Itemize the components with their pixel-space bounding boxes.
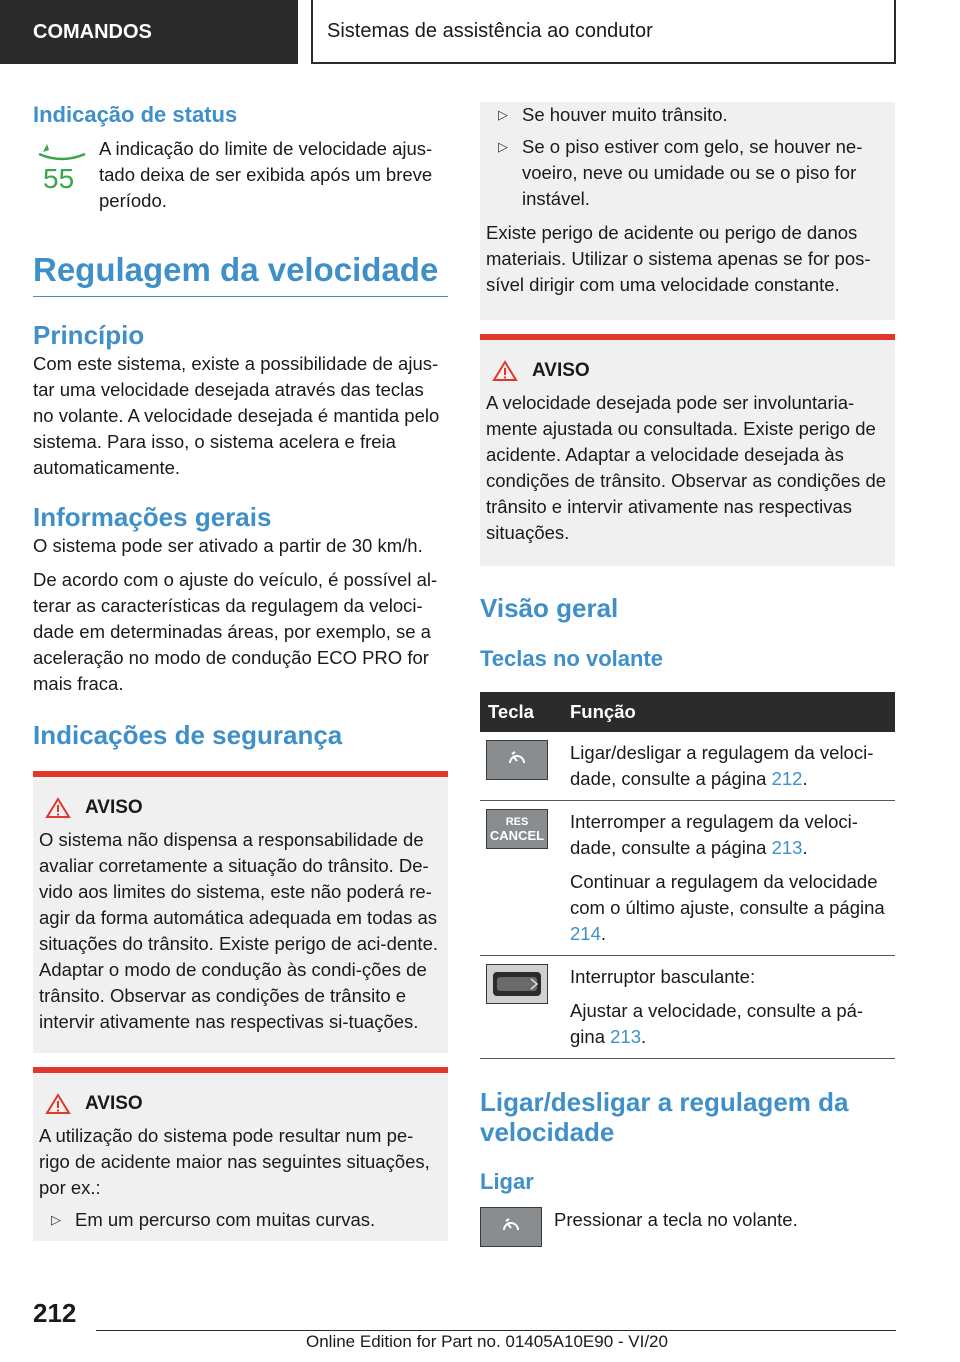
status-block <box>33 136 448 214</box>
bullet-text: Em um percurso com muitas curvas. <box>75 1209 376 1230</box>
title-rule <box>33 296 448 297</box>
rocker-switch-icon <box>486 964 548 1004</box>
row-text: Interromper a regulagem da veloci-dade, consulte a página <box>570 811 858 858</box>
warning-triangle-icon <box>45 1093 71 1115</box>
warning-box-2 <box>33 1067 448 1241</box>
general-heading: Informações gerais <box>33 502 272 532</box>
bullet-triangle-icon: ▷ <box>51 1212 61 1227</box>
overview-heading: Visão geral <box>480 593 619 623</box>
page-link-214[interactable]: 214 <box>570 923 601 944</box>
warning-2-title-row <box>39 1091 440 1117</box>
status-text: A indicação do limite de velocidade ajus-tado deixa de ser exibida após um breve período. <box>99 138 433 211</box>
row-text-2: Ajustar a velocidade, consulte a pá-gina <box>570 1000 864 1047</box>
left-column <box>33 100 448 1241</box>
principle-heading: Princípio <box>33 320 145 350</box>
table-header-row <box>480 692 895 732</box>
list-item <box>39 1207 440 1233</box>
warning-triangle-icon <box>45 797 71 819</box>
warning-1-title: AVISO <box>85 797 143 818</box>
row-text: Ligar/desligar a regulagem da veloci-dade, consulte a página <box>570 742 874 789</box>
header-title <box>311 0 896 64</box>
key-label-cancel: CANCEL <box>489 828 545 843</box>
status-heading: Indicação de status <box>33 102 238 127</box>
header-section <box>0 0 298 64</box>
status-icon-number: 55 <box>43 163 75 192</box>
row-text: Interruptor basculante: <box>570 966 756 987</box>
warning-box-3 <box>480 334 895 566</box>
main-title: Regulagem da velocidade <box>33 251 439 288</box>
warning-triangle-icon <box>492 360 518 382</box>
keys-table <box>480 692 895 1059</box>
table-row: RES CANCEL Interromper a regulagem da veloci-dade, consulte a página 213. Continuar a regulagem da velocidade com o último ajuste, consulte a página 214. <box>480 801 895 956</box>
warning-2-continued <box>480 102 895 320</box>
warning-1-text: O sistema não dispensa a responsabilidade de avaliar corretamente a situação do trânsito. De-vido aos limites do sistema, este não poderá re-agir da forma automática adequada em todas as situações do trânsito. Existe perigo de aci-dente. Adaptar o modo de condução às condi-ções de trânsito. Observar as condições de trânsito e intervir ativamente nas respectivas si-tuações. <box>39 829 439 1032</box>
list-item <box>486 102 887 128</box>
bullet-text: Se o piso estiver com gelo, se houver ne-voeiro, neve ou umidade ou se o piso for instável. <box>522 136 863 209</box>
page-link-213[interactable]: 213 <box>771 837 803 858</box>
onoff-text: Pressionar a tecla no volante. <box>554 1209 798 1230</box>
warning-box-1 <box>33 771 448 1053</box>
footer-edition: Online Edition for Part no. 01405A10E90 - VI/20 <box>306 1332 668 1351</box>
general-p1: O sistema pode ser ativado a partir de 30 km/h. <box>33 535 423 556</box>
footer-rule <box>96 1330 896 1331</box>
onoff-sub: Ligar <box>480 1169 534 1194</box>
cruise-control-icon <box>486 740 548 780</box>
bullet-triangle-icon: ▷ <box>498 107 508 122</box>
key-label-res: RES <box>505 816 529 828</box>
header-title-label: Sistemas de assistência ao condutor <box>327 19 653 42</box>
warning-2-title: AVISO <box>85 1093 143 1114</box>
bullet-triangle-icon: ▷ <box>498 139 508 154</box>
table-header-function: Função <box>562 692 895 732</box>
cruise-control-icon <box>480 1207 542 1247</box>
principle-text: Com este sistema, existe a possibilidade de ajus-tar uma velocidade desejada através das teclas no volante. A velocidade desejada é mantida pelo sistema. Para isso, o sistema acelera e freia automaticamente. <box>33 353 440 478</box>
res-cancel-icon <box>486 809 548 849</box>
overview-subheading: Teclas no volante <box>480 646 663 671</box>
speed-limit-icon <box>33 136 99 196</box>
warning-2-text: A utilização do sistema pode resultar num pe-rigo de acidente maior nas seguintes situações, por ex.: <box>39 1125 430 1198</box>
bullet-text: Se houver muito trânsito. <box>522 104 728 125</box>
right-column <box>480 102 895 1247</box>
warning-3-title-row <box>486 358 887 384</box>
onoff-heading: Ligar/desligar a regulagem da velocidade <box>480 1087 849 1147</box>
table-row: Interruptor basculante: Ajustar a velocidade, consulte a pá-gina 213. <box>480 956 895 1059</box>
row-text-2: Continuar a regulagem da velocidade com o último ajuste, consulte a página <box>570 871 885 918</box>
safety-heading: Indicações de segurança <box>33 720 343 750</box>
page-link-212[interactable]: 212 <box>771 768 803 789</box>
warning-1-title-row <box>39 795 440 821</box>
page-number: 212 <box>33 1298 77 1328</box>
general-p2: De acordo com o ajuste do veículo, é possível al-terar as características da regulagem da veloci-dade em determinadas áreas, por exemplo, se a aceleração no modo de condução ECO PRO for mais fraca. <box>33 569 438 694</box>
table-row: Ligar/desligar a regulagem da veloci-dade, consulte a página 212. <box>480 732 895 801</box>
onoff-block <box>480 1207 895 1247</box>
warning-2-conclusion: Existe perigo de acidente ou perigo de danos materiais. Utilizar o sistema apenas se for pos-sível dirigir com uma velocidade constante. <box>486 222 871 295</box>
page-link-213[interactable]: 213 <box>610 1026 641 1047</box>
list-item <box>486 134 887 212</box>
warning-3-title: AVISO <box>532 360 590 381</box>
header-section-label: COMANDOS <box>33 20 152 43</box>
warning-3-text: A velocidade desejada pode ser involuntaria-mente ajustada ou consultada. Existe perigo de acidente. Adaptar a velocidade desejada às condições de trânsito. Observar as condições de trânsito e intervir ativamente nas respectivas situações. <box>486 392 887 543</box>
table-header-key: Tecla <box>480 692 562 732</box>
